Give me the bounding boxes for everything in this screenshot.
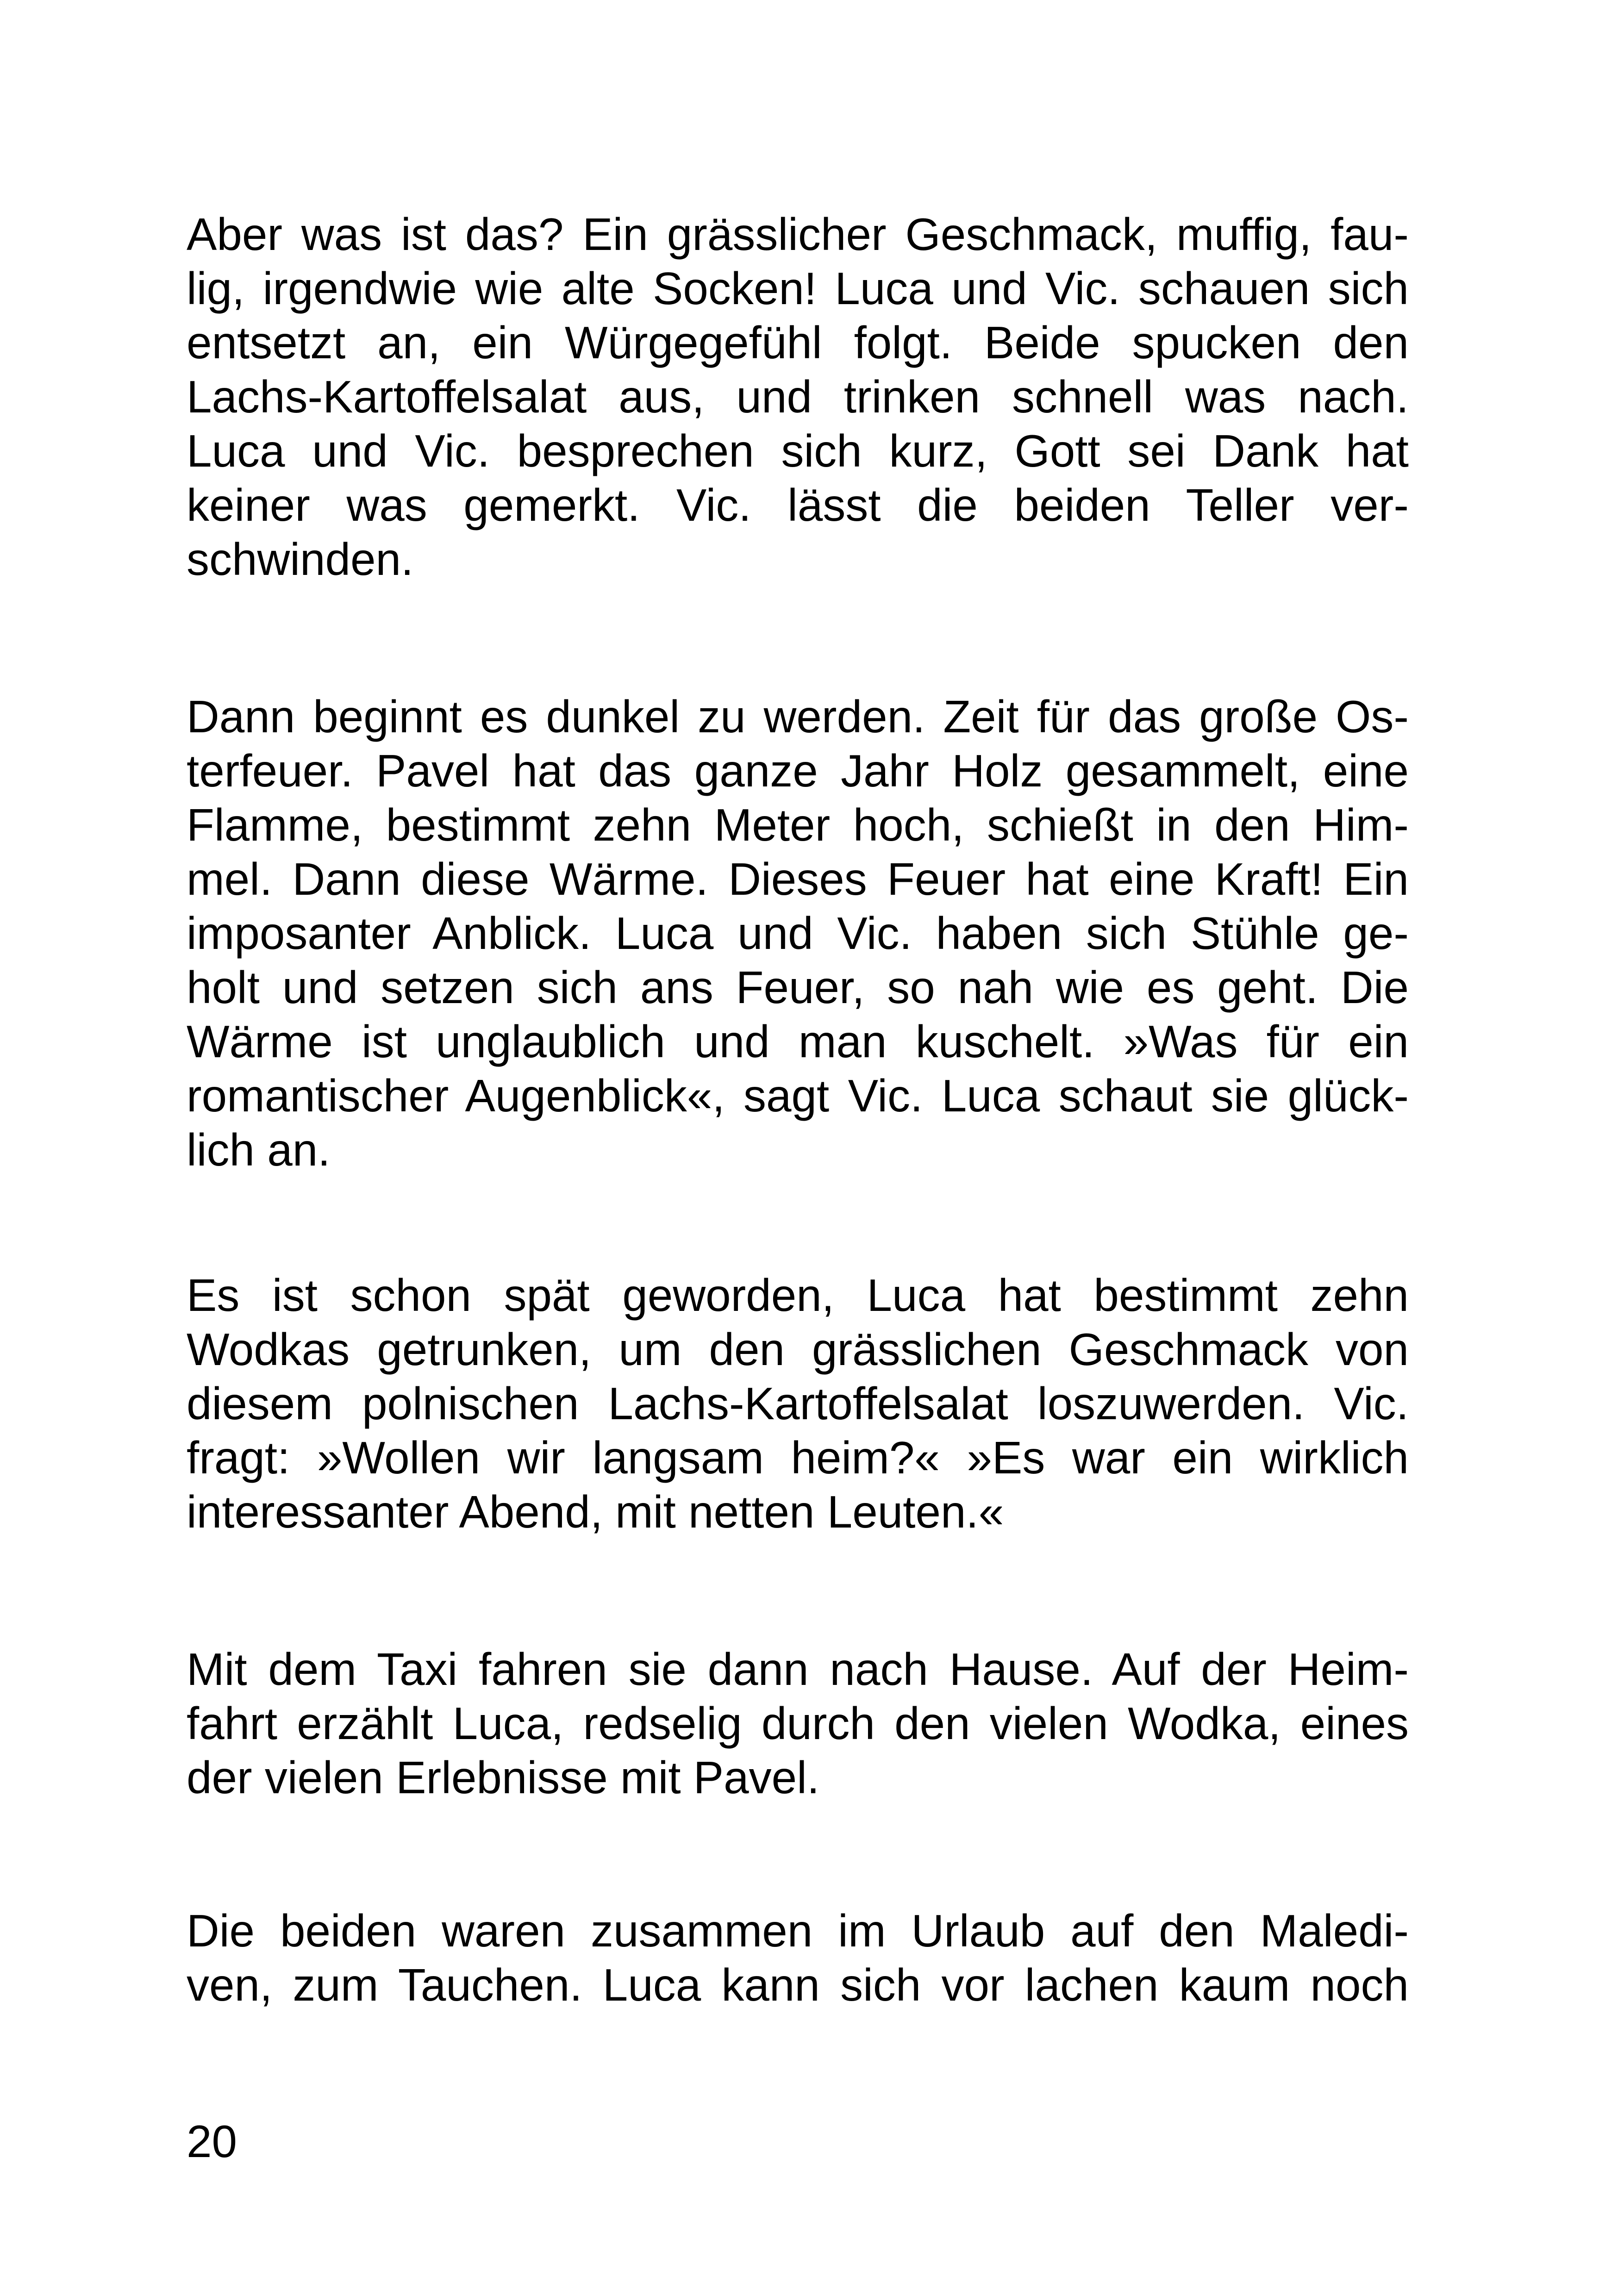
text-line: Flamme, bestimmt zehn Meter hoch, schießt in den Him-	[187, 799, 1409, 850]
text-line: imposanter Anblick. Luca und Vic. haben sich Stühle ge-	[187, 908, 1409, 959]
paragraph-4	[187, 1642, 1409, 1805]
text-line: holt und setzen sich ans Feuer, so nah wie es geht. Die	[187, 962, 1409, 1013]
paragraph-5	[187, 1904, 1409, 2012]
text-line: keiner was gemerkt. Vic. lässt die beiden Teller ver-	[187, 480, 1409, 530]
paragraph-3	[187, 1268, 1409, 1539]
text-line: diesem polnischen Lachs-Kartoffelsalat loszuwerden. Vic.	[187, 1378, 1409, 1429]
text-line: schwinden.	[187, 534, 414, 585]
text-line: Lachs-Kartoffelsalat aus, und trinken schnell was nach.	[187, 371, 1409, 422]
text-line: ven, zum Tauchen. Luca kann sich vor lachen kaum noch	[187, 1959, 1409, 2010]
text-line: fragt: »Wollen wir langsam heim?« »Es war ein wirklich	[187, 1432, 1409, 1483]
text-line: Dann beginnt es dunkel zu werden. Zeit für das große Os-	[187, 691, 1409, 742]
text-line: lich an.	[187, 1124, 331, 1175]
paragraph-2	[187, 690, 1409, 1177]
page-number: 20	[187, 2116, 237, 2167]
text-line: Luca und Vic. besprechen sich kurz, Gott sei Dank hat	[187, 425, 1409, 476]
text-line: Wodkas getrunken, um den grässlichen Geschmack von	[187, 1324, 1409, 1375]
text-line: der vielen Erlebnisse mit Pavel.	[187, 1752, 820, 1803]
text-line: lig, irgendwie wie alte Socken! Luca und Vic. schauen sich	[187, 263, 1409, 314]
paragraph-1	[187, 207, 1409, 586]
text-line: fahrt erzählt Luca, redselig durch den vielen Wodka, eines	[187, 1698, 1409, 1749]
text-line: Aber was ist das? Ein grässlicher Geschmack, muffig, fau-	[187, 209, 1409, 260]
text-line: Mit dem Taxi fahren sie dann nach Hause. Auf der Heim-	[187, 1644, 1409, 1695]
text-line: mel. Dann diese Wärme. Dieses Feuer hat eine Kraft! Ein	[187, 854, 1409, 904]
text-line: interessanter Abend, mit netten Leuten.«	[187, 1486, 1004, 1537]
text-line: Es ist schon spät geworden, Luca hat bestimmt zehn	[187, 1270, 1409, 1321]
text-line: entsetzt an, ein Würgegefühl folgt. Beide spucken den	[187, 317, 1409, 368]
text-line: romantischer Augenblick«, sagt Vic. Luca schaut sie glück-	[187, 1070, 1409, 1121]
text-line: Wärme ist unglaublich und man kuschelt. »Was für ein	[187, 1016, 1409, 1067]
text-line: terfeuer. Pavel hat das ganze Jahr Holz gesammelt, eine	[187, 745, 1409, 796]
text-line: Die beiden waren zusammen im Urlaub auf den Maledi-	[187, 1905, 1409, 1956]
